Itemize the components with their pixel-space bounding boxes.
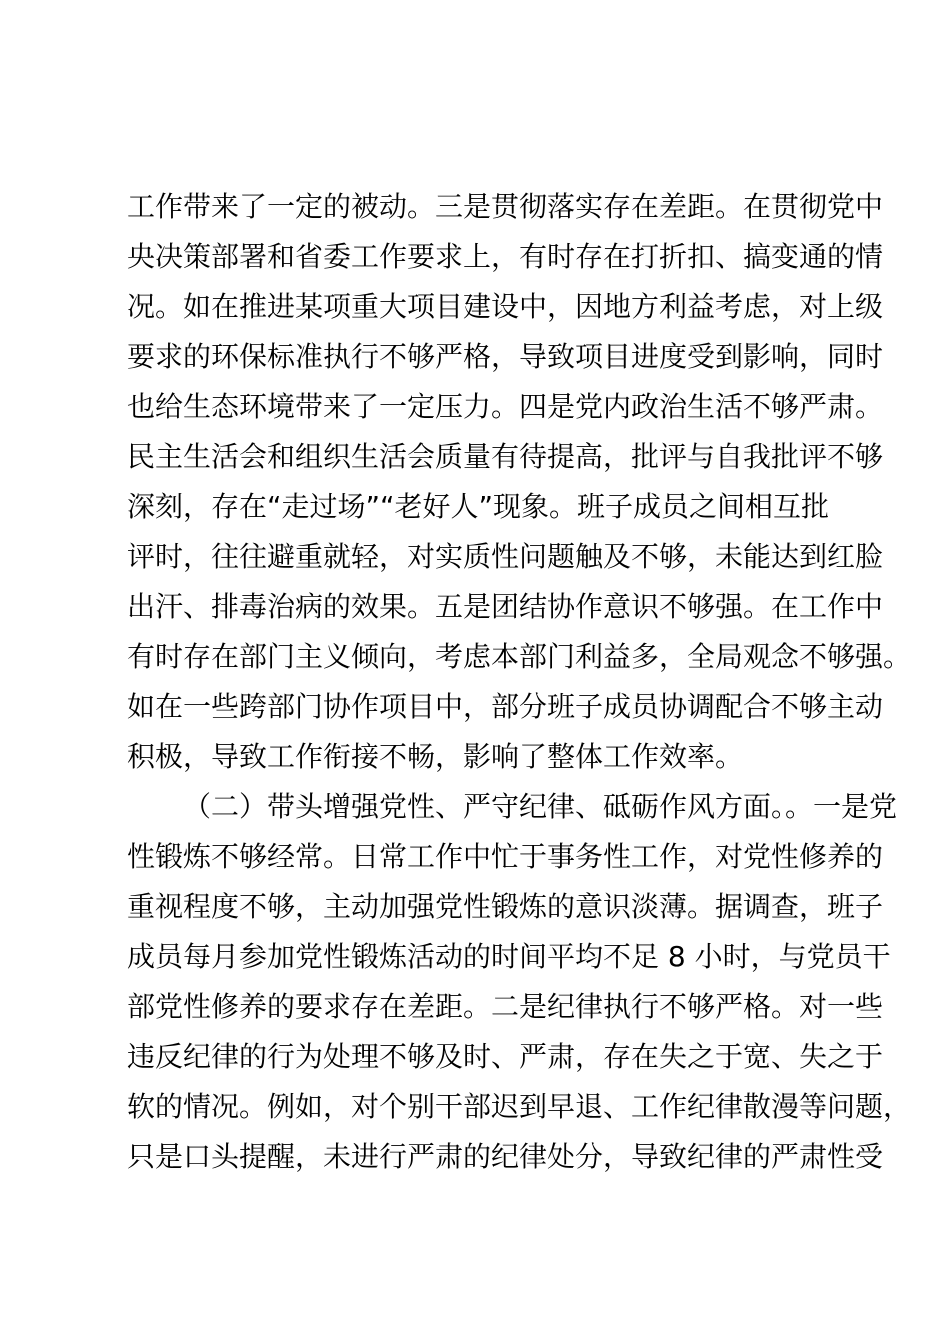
text-line: 出汗、排毒治病的效果。五是团结协作意识不够强。在工作中 bbox=[127, 590, 884, 623]
text-line: 软的情况。例如，对个别干部迟到早退、工作纪律散漫等问题， bbox=[127, 1090, 912, 1123]
text-line: 深刻，存在“走过场”“老好人”现象。班子成员之间相互批 bbox=[127, 490, 830, 523]
text-line: 只是口头提醒，未进行严肃的纪律处分，导致纪律的严肃性受 bbox=[127, 1140, 884, 1173]
body-text bbox=[127, 182, 912, 1182]
text-line: 违反纪律的行为处理不够及时、严肃，存在失之于宽、失之于 bbox=[127, 1040, 884, 1073]
text-line: 成员每月参加党性锻炼活动的时间平均不足 8 小时，与党员干 bbox=[127, 940, 891, 973]
text-line: 重视程度不够，主动加强党性锻炼的意识淡薄。据调查，班子 bbox=[127, 890, 884, 923]
text-line: 如在一些跨部门协作项目中，部分班子成员协调配合不够主动 bbox=[127, 690, 884, 723]
text-line: 况。如在推进某项重大项目建设中，因地方利益考虑，对上级 bbox=[127, 290, 884, 323]
text-line: 民主生活会和组织生活会质量有待提高，批评与自我批评不够 bbox=[127, 440, 884, 473]
text-line: 评时，往往避重就轻，对实质性问题触及不够，未能达到红脸 bbox=[127, 540, 884, 573]
text-line: 性锻炼不够经常。日常工作中忙于事务性工作，对党性修养的 bbox=[127, 840, 884, 873]
text-line: 有时存在部门主义倾向，考虑本部门利益多，全局观念不够强。 bbox=[127, 640, 912, 673]
text-line: 工作带来了一定的被动。三是贯彻落实存在差距。在贯彻党中 bbox=[127, 190, 884, 223]
text-line: 积极，导致工作衔接不畅，影响了整体工作效率。 bbox=[127, 740, 744, 773]
text-line: 也给生态环境带来了一定压力。四是党内政治生活不够严肃。 bbox=[127, 390, 884, 423]
text-line: 部党性修养的要求存在差距。二是纪律执行不够严格。对一些 bbox=[127, 990, 884, 1023]
section-heading-line: （二）带头增强党性、严守纪律、砥砺作风方面。。一是党 bbox=[183, 790, 898, 823]
text-line: 央决策部署和省委工作要求上，有时存在打折扣、搞变通的情 bbox=[127, 240, 884, 273]
text-line: 要求的环保标准执行不够严格，导致项目进度受到影响，同时 bbox=[127, 340, 884, 373]
